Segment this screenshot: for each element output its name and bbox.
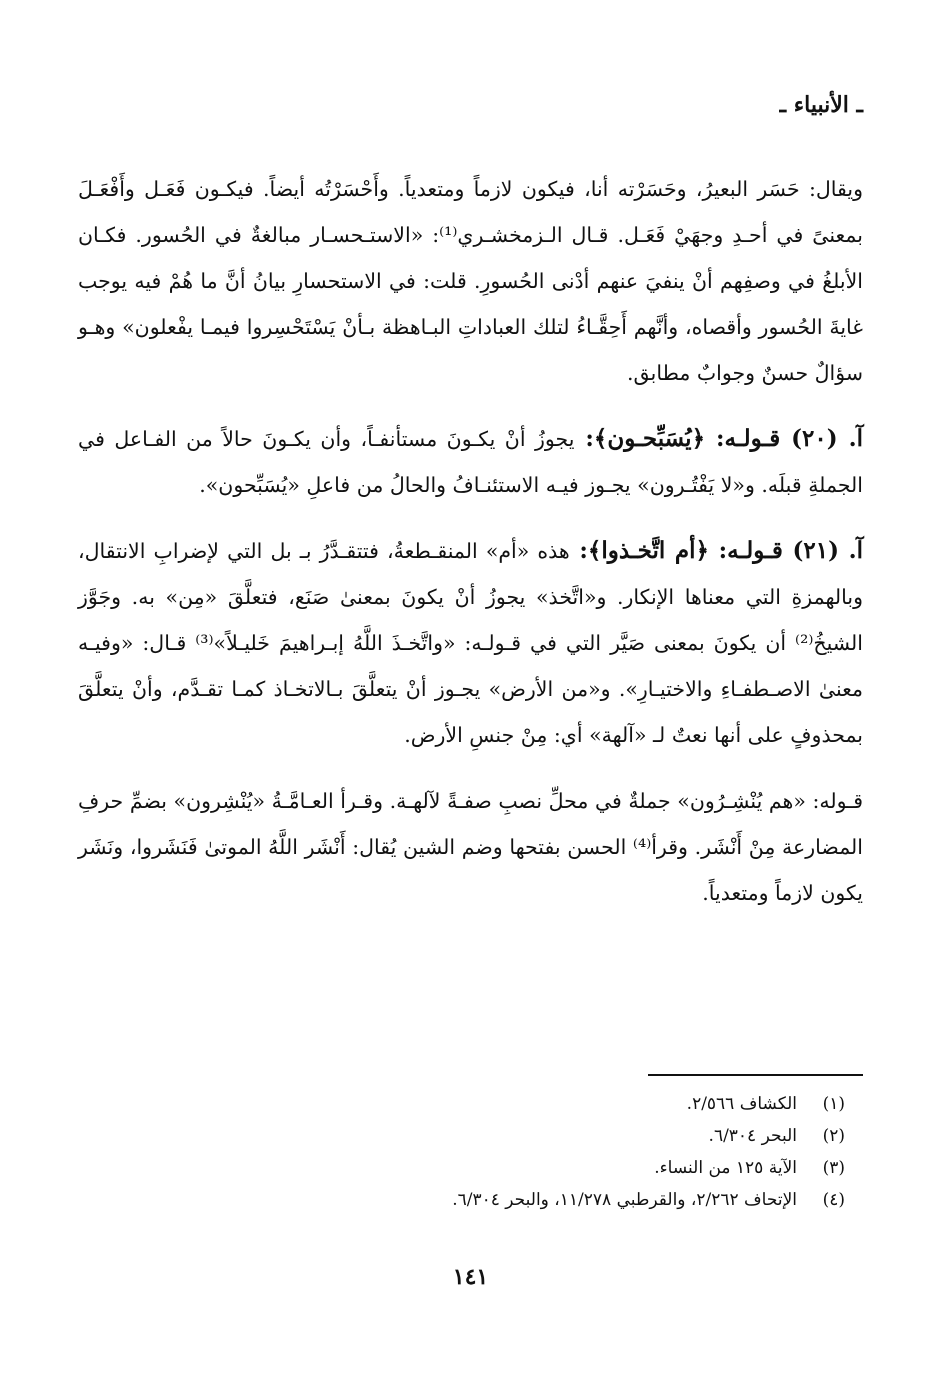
footnote-3	[78, 1152, 845, 1184]
paragraph-text: ويقال: حَسَر البعيرُ، وحَسَرْته أنا، فيكون لازماً ومتعدياً. وأَحْسَرْتُه أيضاً. فيكـون فَعَـل وأَفْعَـلَ بمعنىً في أحـدِ وجهَيْ فَعَـل. قـال الـزمخشـري⁽¹⁾: «الاستـحسـار مبالغةٌ في الحُسور. فكـان الأبلغُ في وصفِهم أنْ ينفيَ عنهم أدْنى الحُسورِ. قلت: في الاستحسارِ بيانُ أنَّ ما هُمْ فيه يوجب غايةَ الحُسور وأقصاه، وأنَّهم أَحِقَّـاءُ لتلك العباداتِ البـاهظة بـأنْ يَسْتَحْسِروا فيمـا يفْعلون» وهـو سؤالٌ حسنٌ وجوابٌ مطابق.	[78, 177, 863, 385]
footnote-number: (٢)	[822, 1126, 845, 1146]
footnote-number: (٤)	[822, 1190, 845, 1210]
paragraph-1	[78, 166, 863, 396]
footnote-2	[78, 1120, 845, 1152]
footnotes	[78, 1088, 845, 1216]
footnote-number: (٣)	[822, 1158, 845, 1178]
paragraph-2	[78, 416, 863, 508]
paragraph-heading: آ. (٢١) قـولـه: ﴿أم اتَّخـذوا﴾:	[569, 537, 863, 564]
page-number: ١٤١	[452, 1264, 489, 1290]
footnote-1	[78, 1088, 845, 1120]
paragraph-text: هذه «أم» المنقـطعةُ، فتتقـدَّرُ بـ بل التي لإضرابِ الانتقال، وبالهمزةِ التي معناها الإنكار. و«اتَّخذ» يجوزُ أنْ يكونَ بمعنىٰ صَنَع، فتعلَّقَ «مِن» به. وجَوَّز الشيخُ⁽²⁾ أن يكونَ بمعنى صَيَّر التي في قـولـه: «واتَّخـذَ اللَّهُ إبـراهيمَ خَليـلاً»⁽³⁾ قـال: «وفيـه معنىٰ الاصـطفـاءِ والاختيـارِ». و«من الأرض» يجـوز أنْ يتعلَّقَ بـالاتخـاذ كمـا تقـدَّم، وأنْ يتعلَّقَ بمحذوفٍ على أنها نعتٌ لـ «آلهة» أي: مِنْ جنسِ الأرض.	[78, 539, 863, 747]
footnote-4	[78, 1184, 845, 1216]
footnote-text: البحر ٦/٣٠٤.	[708, 1126, 797, 1146]
paragraph-text: قـوله: «هم يُنْشِـرُون» جملةٌ في محلِّ نصبِ صفـةً لآلهـة. وقـرأ العـامَّـةُ «يُنْشِرون» بضمِّ حرفِ المضارعة مِنْ أَنْشَر. وقرأ⁽⁴⁾ الحسن بفتحها وضم الشين يُقال: أَنْشَر اللَّهُ الموتىٰ فَنَشَروا، ونَشَر يكون لازماً ومتعدياً.	[78, 789, 863, 905]
footnote-separator	[648, 1074, 863, 1076]
paragraph-4	[78, 778, 863, 916]
footnote-number: (١)	[822, 1094, 845, 1114]
running-header: ـ الأنبياء ـ	[779, 92, 863, 118]
main-text	[78, 166, 863, 916]
footnote-text: الآية ١٢٥ من النساء.	[654, 1158, 797, 1178]
paragraph-3	[78, 528, 863, 758]
footnote-text: الكشاف ٢/٥٦٦.	[686, 1094, 797, 1114]
paragraph-heading: آ. (٢٠) قـولـه: ﴿يُسَبِّحـون﴾:	[574, 425, 864, 452]
footnote-text: الإتحاف ٢/٢٦٢، والقرطبي ١١/٢٧٨، والبحر ٦/٣٠٤.	[452, 1190, 797, 1210]
paragraph-text: يجوزُ أنْ يكـونَ مستأنفـاً، وأن يكـونَ حالاً من الفـاعل في الجملةِ قبلَه. و«لا يَفْتُـرون» يجـوز فيـه الاستئنـافُ والحالُ من فاعلِ «يُسَبِّحون».	[78, 427, 863, 497]
